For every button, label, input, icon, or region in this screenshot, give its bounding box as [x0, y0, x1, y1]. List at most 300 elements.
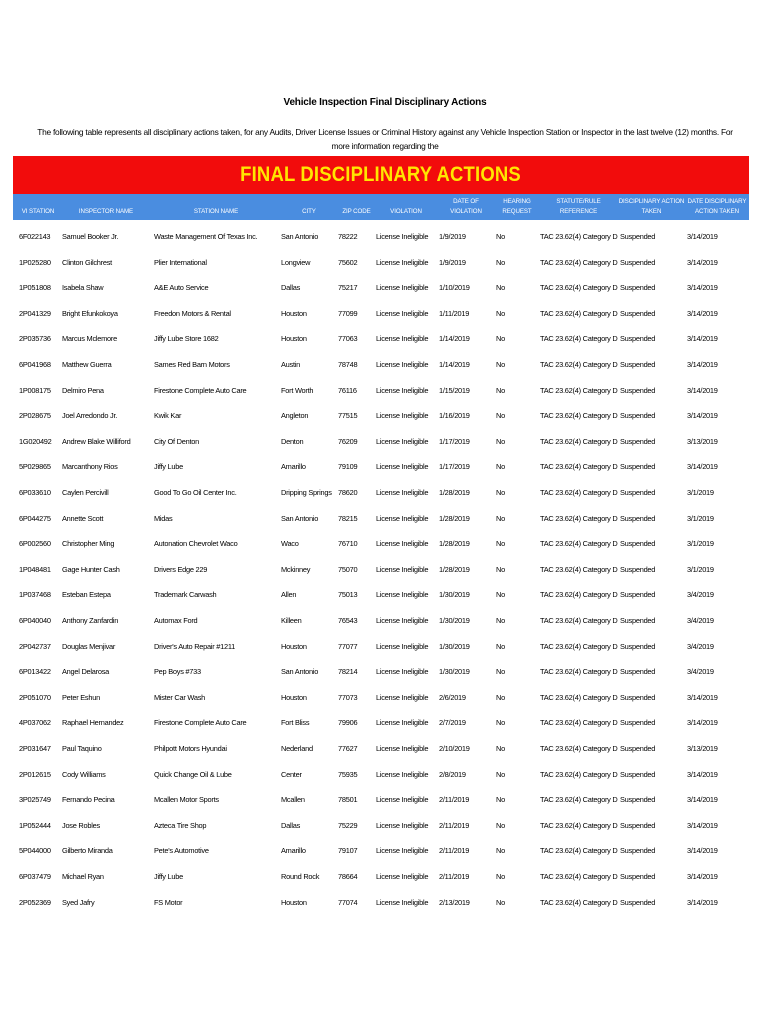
cell-vi-station: 6P013422 [19, 667, 51, 677]
cell-zip-code: 78222 [338, 232, 358, 241]
cell-city: Allen [281, 590, 297, 600]
cell-date-of-violation: 1/15/2019 [439, 385, 470, 395]
cell-violation: License Ineligible [376, 462, 429, 472]
cell-vi-station: 6P040040 [19, 616, 51, 625]
cell-hearing-request: No [496, 872, 505, 881]
cell-station-name: Mister Car Wash [154, 692, 206, 702]
cell-violation: License Ineligible [376, 411, 429, 421]
cell-inspector-name: Peter Eshun [62, 692, 100, 702]
cell-violation: License Ineligible [376, 360, 429, 369]
cell-statute-reference: TAC 23.62(4) Category D [540, 795, 618, 805]
cell-disciplinary-action: Suspended [620, 385, 656, 395]
cell-date-action-taken: 3/14/2019 [687, 462, 718, 472]
cell-vi-station: 6P002560 [19, 539, 51, 549]
cell-violation: License Ineligible [376, 308, 429, 318]
cell-city: Houston [281, 308, 307, 318]
cell-date-of-violation: 2/13/2019 [439, 897, 470, 907]
cell-station-name: Waste Management Of Texas Inc. [154, 232, 258, 241]
cell-disciplinary-action: Suspended [620, 897, 656, 907]
cell-station-name: Midas [154, 513, 173, 523]
cell-city: Houston [281, 692, 307, 702]
table-row [0, 838, 770, 864]
cell-inspector-name: Syed Jafry [62, 897, 95, 907]
cell-city: Houston [281, 641, 307, 651]
cell-city: Longview [281, 257, 311, 267]
cell-city: Fort Worth [281, 385, 314, 395]
cell-date-of-violation: 1/14/2019 [439, 334, 470, 344]
cell-vi-station: 1P008175 [19, 385, 51, 395]
cell-station-name: Quick Change Oil & Lube [154, 769, 232, 779]
cell-inspector-name: Gilberto Miranda [62, 846, 113, 856]
cell-hearing-request: No [496, 257, 505, 267]
cell-station-name: Firestone Complete Auto Care [154, 718, 247, 728]
cell-date-of-violation: 1/30/2019 [439, 641, 470, 651]
cell-inspector-name: Raphael Hernandez [62, 718, 124, 728]
cell-date-of-violation: 1/16/2019 [439, 411, 470, 421]
cell-hearing-request: No [496, 539, 505, 549]
cell-hearing-request: No [496, 462, 505, 472]
cell-date-action-taken: 3/4/2019 [687, 590, 714, 600]
cell-date-action-taken: 3/14/2019 [687, 257, 718, 267]
cell-date-of-violation: 2/11/2019 [439, 795, 470, 805]
cell-date-of-violation: 1/30/2019 [439, 590, 470, 600]
cell-hearing-request: No [496, 308, 505, 318]
cell-date-action-taken: 3/1/2019 [687, 513, 714, 523]
header-vi-station: VI STATION [21, 208, 55, 215]
header-statute-reference: STATUTE/RULE REFERENCE [556, 198, 601, 215]
table-row [0, 762, 770, 788]
cell-zip-code: 76116 [338, 385, 357, 395]
cell-inspector-name: Cody Williams [62, 769, 106, 779]
table-row [0, 506, 770, 532]
intro-line-1: The following table represents all disciplinary actions taken, for any Audits, Driver License Issues or Criminal History against any Vehicle Inspection Station or Inspector in the last twelve (12) months. For more information regarding the [37, 127, 733, 151]
cell-statute-reference: TAC 23.62(4) Category D [540, 641, 618, 651]
cell-hearing-request: No [496, 232, 505, 241]
cell-statute-reference: TAC 23.62(4) Category D [540, 308, 618, 318]
cell-zip-code: 77077 [338, 641, 358, 651]
cell-city: Amarillo [281, 462, 306, 472]
cell-zip-code: 78664 [338, 872, 358, 881]
cell-station-name: Drivers Edge 229 [154, 564, 208, 574]
cell-zip-code: 76543 [338, 616, 358, 625]
cell-violation: License Ineligible [376, 667, 429, 677]
cell-violation: License Ineligible [376, 539, 429, 549]
cell-hearing-request: No [496, 641, 505, 651]
cell-violation: License Ineligible [376, 257, 429, 267]
cell-statute-reference: TAC 23.62(4) Category D [540, 232, 618, 241]
cell-disciplinary-action: Suspended [620, 846, 656, 856]
cell-city: Center [281, 769, 302, 779]
cell-city: Amarillo [281, 846, 306, 856]
cell-disciplinary-action: Suspended [620, 564, 656, 574]
cell-city: Nederland [281, 744, 313, 753]
table-row [0, 787, 770, 813]
cell-date-action-taken: 3/14/2019 [687, 718, 718, 728]
cell-disciplinary-action: Suspended [620, 488, 656, 497]
cell-hearing-request: No [496, 667, 505, 677]
cell-station-name: Jiffy Lube Store 1682 [154, 334, 219, 344]
cell-date-of-violation: 1/17/2019 [439, 462, 470, 472]
table-row [0, 378, 770, 404]
cell-statute-reference: TAC 23.62(4) Category D [540, 667, 618, 677]
cell-inspector-name: Marcanthony Rios [62, 462, 118, 472]
cell-station-name: Driver's Auto Repair #1211 [154, 641, 236, 651]
cell-zip-code: 79906 [338, 718, 358, 728]
cell-date-of-violation: 1/11/2019 [439, 308, 470, 318]
cell-statute-reference: TAC 23.62(4) Category D [540, 385, 618, 395]
header-hearing-request: HEARING REQUEST [502, 198, 532, 215]
cell-zip-code: 79109 [338, 462, 358, 472]
table-row [0, 250, 770, 276]
cell-disciplinary-action: Suspended [620, 360, 656, 369]
cell-inspector-name: Gage Hunter Cash [62, 564, 120, 574]
cell-disciplinary-action: Suspended [620, 539, 656, 549]
cell-station-name: Trademark Carwash [154, 590, 217, 600]
cell-date-of-violation: 1/30/2019 [439, 616, 470, 625]
cell-disciplinary-action: Suspended [620, 590, 656, 600]
cell-vi-station: 2P035736 [19, 334, 51, 344]
cell-violation: License Ineligible [376, 820, 429, 830]
cell-date-action-taken: 3/4/2019 [687, 616, 714, 625]
cell-hearing-request: No [496, 385, 505, 395]
cell-statute-reference: TAC 23.62(4) Category D [540, 436, 618, 446]
cell-station-name: Autonation Chevrolet Waco [154, 539, 238, 549]
table-row [0, 710, 770, 736]
cell-date-action-taken: 3/14/2019 [687, 769, 718, 779]
cell-disciplinary-action: Suspended [620, 616, 656, 625]
cell-station-name: Azteca Tire Shop [154, 820, 207, 830]
cell-station-name: Firestone Complete Auto Care [154, 385, 247, 395]
table-row [0, 813, 770, 839]
cell-city: Killeen [281, 616, 302, 625]
cell-disciplinary-action: Suspended [620, 744, 656, 753]
cell-vi-station: 1P025280 [19, 257, 51, 267]
page-title: Vehicle Inspection Final Disciplinary Actions [283, 97, 487, 108]
cell-inspector-name: Douglas Menjivar [62, 641, 116, 651]
header-date-of-violation: DATE OF VIOLATION [450, 198, 482, 215]
cell-vi-station: 1P048481 [19, 564, 51, 574]
cell-vi-station: 1P051808 [19, 283, 51, 293]
cell-inspector-name: Isabela Shaw [62, 283, 104, 293]
table-row [0, 326, 770, 352]
cell-disciplinary-action: Suspended [620, 308, 656, 318]
cell-date-action-taken: 3/14/2019 [687, 385, 718, 395]
cell-vi-station: 1P037468 [19, 590, 51, 600]
cell-statute-reference: TAC 23.62(4) Category D [540, 846, 618, 856]
cell-statute-reference: TAC 23.62(4) Category D [540, 744, 618, 753]
cell-violation: License Ineligible [376, 692, 429, 702]
cell-date-of-violation: 1/17/2019 [439, 436, 470, 446]
cell-date-of-violation: 1/9/2019 [439, 232, 466, 241]
cell-station-name: Automax Ford [154, 616, 198, 625]
cell-date-action-taken: 3/13/2019 [687, 744, 718, 753]
cell-vi-station: 5P044000 [19, 846, 51, 856]
cell-zip-code: 75602 [338, 257, 358, 267]
cell-vi-station: 2P041329 [19, 308, 51, 318]
table-row [0, 685, 770, 711]
cell-station-name: Philpott Motors Hyundai [154, 744, 227, 753]
header-city: CITY [302, 208, 316, 215]
cell-hearing-request: No [496, 616, 505, 625]
cell-zip-code: 75229 [338, 820, 358, 830]
cell-inspector-name: Michael Ryan [62, 872, 104, 881]
cell-violation: License Ineligible [376, 616, 429, 625]
table-row [0, 864, 770, 890]
cell-city: Dallas [281, 283, 301, 293]
cell-statute-reference: TAC 23.62(4) Category D [540, 590, 618, 600]
cell-date-of-violation: 1/28/2019 [439, 539, 470, 549]
cell-inspector-name: Joel Arredondo Jr. [62, 411, 118, 421]
cell-zip-code: 75935 [338, 769, 358, 779]
header-station-name: STATION NAME [193, 208, 239, 215]
cell-vi-station: 2P051070 [19, 692, 51, 702]
cell-vi-station: 2P042737 [19, 641, 51, 651]
cell-date-of-violation: 1/28/2019 [439, 513, 470, 523]
table-row [0, 890, 770, 916]
cell-city: Angleton [281, 411, 309, 421]
cell-violation: License Ineligible [376, 590, 429, 600]
cell-date-action-taken: 3/14/2019 [687, 692, 718, 702]
cell-inspector-name: Fernando Pecina [62, 795, 115, 805]
cell-vi-station: 6P033610 [19, 488, 51, 497]
cell-date-of-violation: 1/10/2019 [439, 283, 470, 293]
cell-date-of-violation: 1/30/2019 [439, 667, 470, 677]
cell-violation: License Ineligible [376, 872, 429, 881]
cell-zip-code: 75070 [338, 564, 358, 574]
cell-statute-reference: TAC 23.62(4) Category D [540, 513, 618, 523]
cell-station-name: Pep Boys #733 [154, 667, 201, 677]
cell-zip-code: 77073 [338, 692, 358, 702]
cell-disciplinary-action: Suspended [620, 257, 656, 267]
cell-violation: License Ineligible [376, 795, 429, 805]
cell-disciplinary-action: Suspended [620, 667, 656, 677]
cell-disciplinary-action: Suspended [620, 641, 656, 651]
header-date-action-taken: DATE DISCIPLINARY ACTION TAKEN [687, 198, 747, 215]
cell-date-action-taken: 3/4/2019 [687, 667, 714, 677]
table-row [0, 301, 770, 327]
cell-date-action-taken: 3/14/2019 [687, 846, 718, 856]
cell-hearing-request: No [496, 718, 505, 728]
cell-disciplinary-action: Suspended [620, 769, 656, 779]
cell-violation: License Ineligible [376, 641, 429, 651]
header-inspector-name: INSPECTOR NAME [78, 208, 134, 215]
cell-station-name: Pete's Automotive [154, 846, 209, 856]
cell-date-of-violation: 1/9/2019 [439, 257, 466, 267]
cell-city: Round Rock [281, 872, 320, 881]
cell-violation: License Ineligible [376, 436, 429, 446]
cell-date-of-violation: 2/10/2019 [439, 744, 470, 753]
cell-zip-code: 76209 [338, 436, 358, 446]
cell-zip-code: 75217 [338, 283, 358, 293]
cell-inspector-name: Bright Efunkokoya [62, 308, 118, 318]
cell-violation: License Ineligible [376, 897, 429, 907]
cell-city: Houston [281, 334, 307, 344]
cell-disciplinary-action: Suspended [620, 283, 656, 293]
cell-hearing-request: No [496, 513, 505, 523]
cell-hearing-request: No [496, 795, 505, 805]
cell-hearing-request: No [496, 846, 505, 856]
cell-hearing-request: No [496, 411, 505, 421]
cell-city: Mcallen [281, 795, 305, 805]
cell-city: San Antonio [281, 232, 319, 241]
header-disciplinary-action: DISCIPLINARY ACTION TAKEN [618, 198, 685, 215]
table-row [0, 634, 770, 660]
cell-statute-reference: TAC 23.62(4) Category D [540, 488, 618, 497]
cell-statute-reference: TAC 23.62(4) Category D [540, 360, 618, 369]
cell-date-action-taken: 3/13/2019 [687, 436, 718, 446]
cell-vi-station: 2P012615 [19, 769, 51, 779]
cell-hearing-request: No [496, 436, 505, 446]
cell-station-name: Jiffy Lube [154, 462, 184, 472]
cell-vi-station: 2P052369 [19, 897, 51, 907]
cell-statute-reference: TAC 23.62(4) Category D [540, 411, 618, 421]
cell-date-of-violation: 2/11/2019 [439, 820, 470, 830]
cell-zip-code: 78501 [338, 795, 358, 805]
cell-inspector-name: Anthony Zanfardin [62, 616, 119, 625]
table-row [0, 736, 770, 762]
cell-violation: License Ineligible [376, 846, 429, 856]
cell-disciplinary-action: Suspended [620, 232, 656, 241]
cell-city: Denton [281, 436, 304, 446]
cell-zip-code: 76710 [338, 539, 358, 549]
cell-violation: License Ineligible [376, 488, 429, 497]
cell-inspector-name: Esteban Estepa [62, 590, 111, 600]
cell-hearing-request: No [496, 590, 505, 600]
cell-statute-reference: TAC 23.62(4) Category D [540, 872, 618, 881]
cell-station-name: Good To Go Oil Center Inc. [154, 488, 237, 497]
cell-station-name: A&E Auto Service [154, 283, 209, 293]
cell-zip-code: 78214 [338, 667, 358, 677]
cell-violation: License Ineligible [376, 513, 429, 523]
cell-city: Mckinney [281, 564, 311, 574]
cell-date-of-violation: 2/11/2019 [439, 846, 470, 856]
cell-station-name: Mcallen Motor Sports [154, 795, 219, 805]
cell-date-of-violation: 1/28/2019 [439, 488, 470, 497]
cell-city: San Antonio [281, 667, 319, 677]
cell-statute-reference: TAC 23.62(4) Category D [540, 257, 618, 267]
cell-inspector-name: Marcus Mclemore [62, 334, 117, 344]
cell-date-action-taken: 3/14/2019 [687, 795, 718, 805]
cell-station-name: Sames Red Barn Motors [154, 360, 230, 369]
cell-zip-code: 78620 [338, 488, 358, 497]
cell-date-of-violation: 1/14/2019 [439, 360, 470, 369]
cell-date-action-taken: 3/14/2019 [687, 820, 718, 830]
cell-city: Dallas [281, 820, 301, 830]
cell-disciplinary-action: Suspended [620, 795, 656, 805]
cell-violation: License Ineligible [376, 564, 429, 574]
cell-city: Waco [281, 539, 299, 549]
cell-inspector-name: Clinton Gilchrest [62, 257, 112, 267]
table-header-row [13, 194, 749, 220]
cell-zip-code: 77074 [338, 897, 358, 907]
cell-inspector-name: Andrew Blake Williford [62, 436, 131, 446]
cell-station-name: City Of Denton [154, 436, 199, 446]
cell-statute-reference: TAC 23.62(4) Category D [540, 820, 618, 830]
cell-statute-reference: TAC 23.62(4) Category D [540, 462, 618, 472]
cell-disciplinary-action: Suspended [620, 334, 656, 344]
cell-date-of-violation: 2/7/2019 [439, 718, 466, 728]
cell-hearing-request: No [496, 820, 505, 830]
cell-station-name: Jiffy Lube [154, 872, 184, 881]
cell-disciplinary-action: Suspended [620, 436, 656, 446]
cell-statute-reference: TAC 23.62(4) Category D [540, 334, 618, 344]
cell-disciplinary-action: Suspended [620, 872, 656, 881]
cell-date-action-taken: 3/14/2019 [687, 897, 718, 907]
cell-hearing-request: No [496, 488, 505, 497]
cell-vi-station: 4P037062 [19, 718, 51, 728]
table-row [0, 429, 770, 455]
cell-zip-code: 77099 [338, 308, 358, 318]
cell-vi-station: 3P025749 [19, 795, 51, 805]
cell-disciplinary-action: Suspended [620, 718, 656, 728]
banner-title: FINAL DISCIPLINARY ACTIONS [240, 163, 522, 186]
cell-disciplinary-action: Suspended [620, 411, 656, 421]
cell-inspector-name: Jose Robles [62, 820, 100, 830]
cell-date-action-taken: 3/14/2019 [687, 360, 718, 369]
cell-station-name: Kwik Kar [154, 411, 182, 421]
table-row [0, 608, 770, 634]
cell-violation: License Ineligible [376, 232, 429, 241]
table-row [0, 403, 770, 429]
cell-violation: License Ineligible [376, 385, 429, 395]
cell-inspector-name: Delmiro Pena [62, 385, 104, 395]
cell-city: Houston [281, 897, 307, 907]
table-row [0, 557, 770, 583]
cell-statute-reference: TAC 23.62(4) Category D [540, 692, 618, 702]
cell-violation: License Ineligible [376, 334, 429, 344]
cell-zip-code: 78748 [338, 360, 358, 369]
cell-zip-code: 77515 [338, 411, 358, 421]
cell-city: Austin [281, 360, 301, 369]
cell-inspector-name: Annette Scott [62, 513, 104, 523]
cell-statute-reference: TAC 23.62(4) Category D [540, 769, 618, 779]
cell-date-action-taken: 3/4/2019 [687, 641, 714, 651]
cell-date-action-taken: 3/1/2019 [687, 488, 714, 497]
cell-vi-station: 5P029865 [19, 462, 51, 472]
table-row [0, 224, 770, 250]
cell-inspector-name: Samuel Booker Jr. [62, 232, 119, 241]
cell-date-of-violation: 1/28/2019 [439, 564, 470, 574]
cell-inspector-name: Christopher Ming [62, 539, 115, 549]
table-row [0, 352, 770, 378]
cell-zip-code: 77627 [338, 744, 358, 753]
cell-inspector-name: Paul Taquino [62, 744, 102, 753]
cell-vi-station: 1G020492 [19, 436, 52, 446]
cell-zip-code: 78215 [338, 513, 358, 523]
cell-date-action-taken: 3/14/2019 [687, 232, 718, 241]
cell-statute-reference: TAC 23.62(4) Category D [540, 283, 618, 293]
cell-hearing-request: No [496, 897, 505, 907]
final-actions-banner [13, 156, 749, 194]
header-violation: VIOLATION [390, 208, 422, 215]
cell-hearing-request: No [496, 564, 505, 574]
cell-date-action-taken: 3/14/2019 [687, 411, 718, 421]
cell-zip-code: 75013 [338, 590, 358, 600]
cell-violation: License Ineligible [376, 744, 429, 753]
cell-date-action-taken: 3/14/2019 [687, 283, 718, 293]
cell-date-action-taken: 3/1/2019 [687, 539, 714, 549]
cell-date-of-violation: 2/6/2019 [439, 692, 466, 702]
cell-hearing-request: No [496, 744, 505, 753]
cell-hearing-request: No [496, 283, 505, 293]
table-row [0, 659, 770, 685]
cell-date-action-taken: 3/14/2019 [687, 334, 718, 344]
cell-violation: License Ineligible [376, 283, 429, 293]
cell-city: San Antonio [281, 513, 319, 523]
cell-vi-station: 6P044275 [19, 513, 51, 523]
cell-disciplinary-action: Suspended [620, 462, 656, 472]
cell-disciplinary-action: Suspended [620, 820, 656, 830]
